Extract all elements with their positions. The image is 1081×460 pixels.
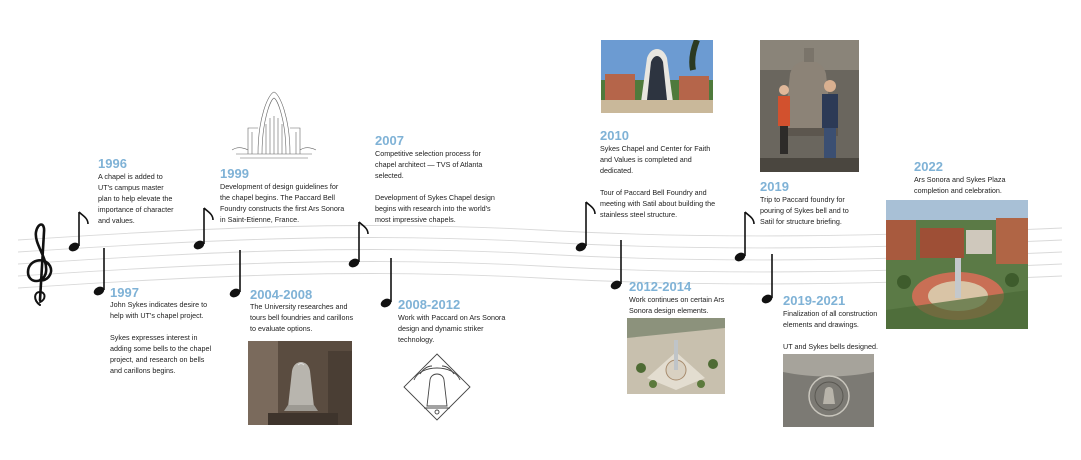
event-year: 2019-2021 (783, 293, 846, 308)
event-year: 2007 (375, 133, 404, 148)
event-description: John Sykes indicates desire to help with UT's chapel project. Sykes expresses interest in adding some bells to the chapel project, and research on bells and carillons begins. (110, 300, 212, 375)
event-description: Development of design guidelines for the chapel begins. The Paccard Bell Foundry constructs the first Ars Sonora in Saint-Etienne, France. (220, 182, 345, 224)
event-year: 2022 (914, 159, 943, 174)
note-2010 (574, 202, 595, 253)
ars-sonora-logo-image (400, 350, 474, 424)
event-description: Trip to Paccard foundry for pouring of Sykes bell and to Satil for structure briefing. (760, 195, 849, 226)
plaza-rendering-image (627, 318, 725, 394)
event-year: 2004-2008 (250, 287, 313, 302)
note-1996 (67, 212, 88, 253)
event-description: The University researches and tours bell foundries and carillons to evaluate options. (250, 302, 354, 333)
note-2004 (228, 250, 241, 299)
event-description: Sykes Chapel and Center for Faith and Values is completed and dedicated. Tour of Paccard Bell Foundry and meeting with Satil about building the stainless steel structure. (600, 144, 716, 219)
note-1997 (92, 248, 105, 297)
note-2012 (609, 240, 622, 291)
chapel-sketch-image (228, 88, 320, 160)
treble-clef-icon (28, 225, 51, 306)
event-description: Work with Paccard on Ars Sonora design and dynamic striker technology. (398, 313, 506, 344)
note-2008 (379, 258, 392, 309)
event-description: Ars Sonora and Sykes Plaza completion and celebration. (914, 175, 1006, 195)
event-year: 1996 (98, 156, 127, 171)
sykes-chapel-photo (601, 40, 713, 113)
event-year: 1999 (220, 166, 249, 181)
event-description: Work continues on certain Ars Sonora design elements. (629, 295, 725, 315)
event-year: 2008-2012 (398, 297, 461, 312)
note-2019 (733, 212, 754, 263)
note-2021 (760, 254, 773, 305)
event-description: Finalization of all construction elements and drawings. UT and Sykes bells designed. (783, 309, 878, 351)
bell-engraving-photo (783, 354, 874, 427)
event-year: 2019 (760, 179, 789, 194)
foundry-bell-photo (248, 341, 352, 425)
event-year: 1997 (110, 285, 139, 300)
event-year: 2010 (600, 128, 629, 143)
sykes-bell-people-photo (760, 40, 859, 172)
completed-plaza-photo (886, 200, 1028, 329)
event-year: 2012-2014 (629, 279, 692, 294)
event-description: A chapel is added to UT's campus master plan to help elevate the importance of character and values. (98, 172, 174, 225)
event-description: Competitive selection process for chapel architect — TVS of Atlanta selected. Development of Sykes Chapel design begins with research into the world's most impressive chapels. (375, 149, 495, 224)
